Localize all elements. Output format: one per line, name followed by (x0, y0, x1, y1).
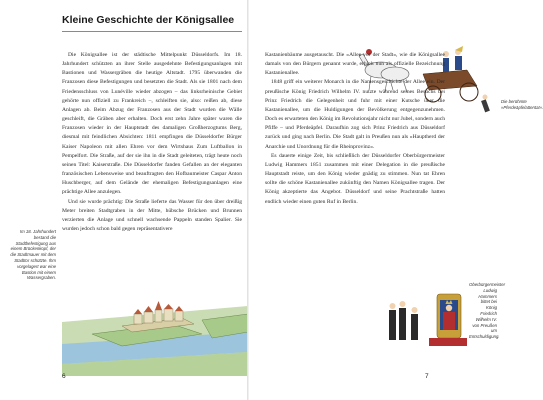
page-number-right: 7 (425, 373, 429, 380)
right-paragraph-2: 1848 griff ein weiterer Monarch in die Namensgeschichte der Allee ein. Der preußische König Friedrich Wilhelm IV. nutzte während seines Besuchs bei Prinz Friedrich die Gelegenheit und fuhr mit einer Kutsche über die Kastanienallee, um die Huldigungen der Bevölkerung entgegenzunehmen. Doch es erwarteten den König im Revolutionsjahr nicht nur Jubel, sondern auch Pfiffe – und Pferdeäpfel. Daraufhin zog sich Prinz Friedrich aus Düsseldorf zurück und ging nach Berlin. Die Stadt galt in Preußen nun als »Hauptherd der Anarchie und Unordnung für die Rheinprovinz«. (265, 79, 445, 150)
throne-scene-illustration (385, 284, 467, 354)
left-paragraph-1: Die Königsallee ist der städtische Mittelpunkt Düsseldorfs. Im 18. Jahrhundert schützten an ihrer Stelle ausgedehnte Befestigungsanlagen mit Bastionen und Wassergräben die heutige Altstadt. 1795 überwanden die Franzosen diese Befestigungen und besetzten die Stadt. Als sie 1801 nach dem Friedensschluss von Lunéville wieder abzogen – das linksrheinische Gebiet gehörte nun offiziell zu Frankreich –, schleiften sie, also: reißen ab, diese Anlagen ab. Beim Abzug der Franzosen aus der Stadt wurden die Wälle geschleift, die Gräben aber erhalten. Doch erst zehn Jahre später waren die Franzosen wieder in der Hauptstadt des damaligen Großherzogtums Berg, diesmal mit feindlichen Absichten: 1811 empfingen die Düsseldorfer Bürger Kaiser Napoleon mit allen Ehren vor dem Wirtshaus Zum Luftballon in Pempelfort. Die Straße, auf der sie ihn in die Stadt geleiteten, trägt heute noch seinen Titel: Kaiserstraße. Die Düsseldorfer fanden Gefallen an der eleganten französischen Lebensweise und beauftragten den Hofbaumeister Caspar Anton Huschberger, auf dem Gelände der ehemaligen Befestigungsanlagen eine prächtige Allee anzulegen. (62, 52, 242, 196)
chapter-title: Kleine Geschichte der Königsallee (62, 14, 235, 26)
right-paragraph-1: Kastanienbäume ausgetauscht. Die »Allee vor der Stadt«, wie die Königsallee damals von den Bürgern genannt wurde, erhielt nun als offizielle Bezeichnung Kastanienallee. (265, 52, 445, 77)
right-page (249, 0, 543, 400)
mayor-caption: Oberbürgermeister Ludwig Hammers bittet bei König Friedrich Wilhelm IV. von Preußen um Entschuldigung. (469, 282, 506, 340)
fortress-caption: Im 18. Jahrhundert bestand die Stadtbefestigung aus einem Brückenkopf, der die Stadtmauer mit dem Stadttor schützte. Ihm vorgelagert war eine Bastion mit einem Wassergraben. (10, 229, 56, 281)
page-number-left: 6 (62, 373, 66, 380)
right-body-text (265, 51, 445, 207)
title-rule (62, 31, 242, 32)
left-paragraph-2: Und sie wurde prächtig: Die Straße lieferte das Wasser für den über dreißig Meter breiten Stadtgraben in der Mitte, hübsche Brücken und Brunnen verzierten die Anlage und schnell wachsende Pappeln standen Spalier. Sie wurden jedoch schon bald gegen repräsentativere (62, 198, 242, 232)
right-paragraph-3: Es dauerte einige Zeit, bis schließlich der Düsseldorfer Oberbürgermeister Ludwig Hammers 1851 zusammen mit einer Delegation in die preußische Hauptstadt reiste, um den König wieder gnädig zu stimmen. Nun tat Ehren sollte die schöne Kastanienallee zukünftig den Namen Königsallee tragen. Der König akzeptierte das Angebot. Düsseldorf und seine Prachtstraße hatten endlich wieder einen guten Ruf in Berlin. (265, 152, 445, 205)
left-page (0, 0, 248, 400)
left-body-text (62, 51, 242, 234)
bystander-figure (481, 99, 490, 112)
fortress-illustration (62, 292, 248, 376)
carriage-caption: Die berühmte »Pferdeäpfelattentat«. (501, 99, 543, 110)
